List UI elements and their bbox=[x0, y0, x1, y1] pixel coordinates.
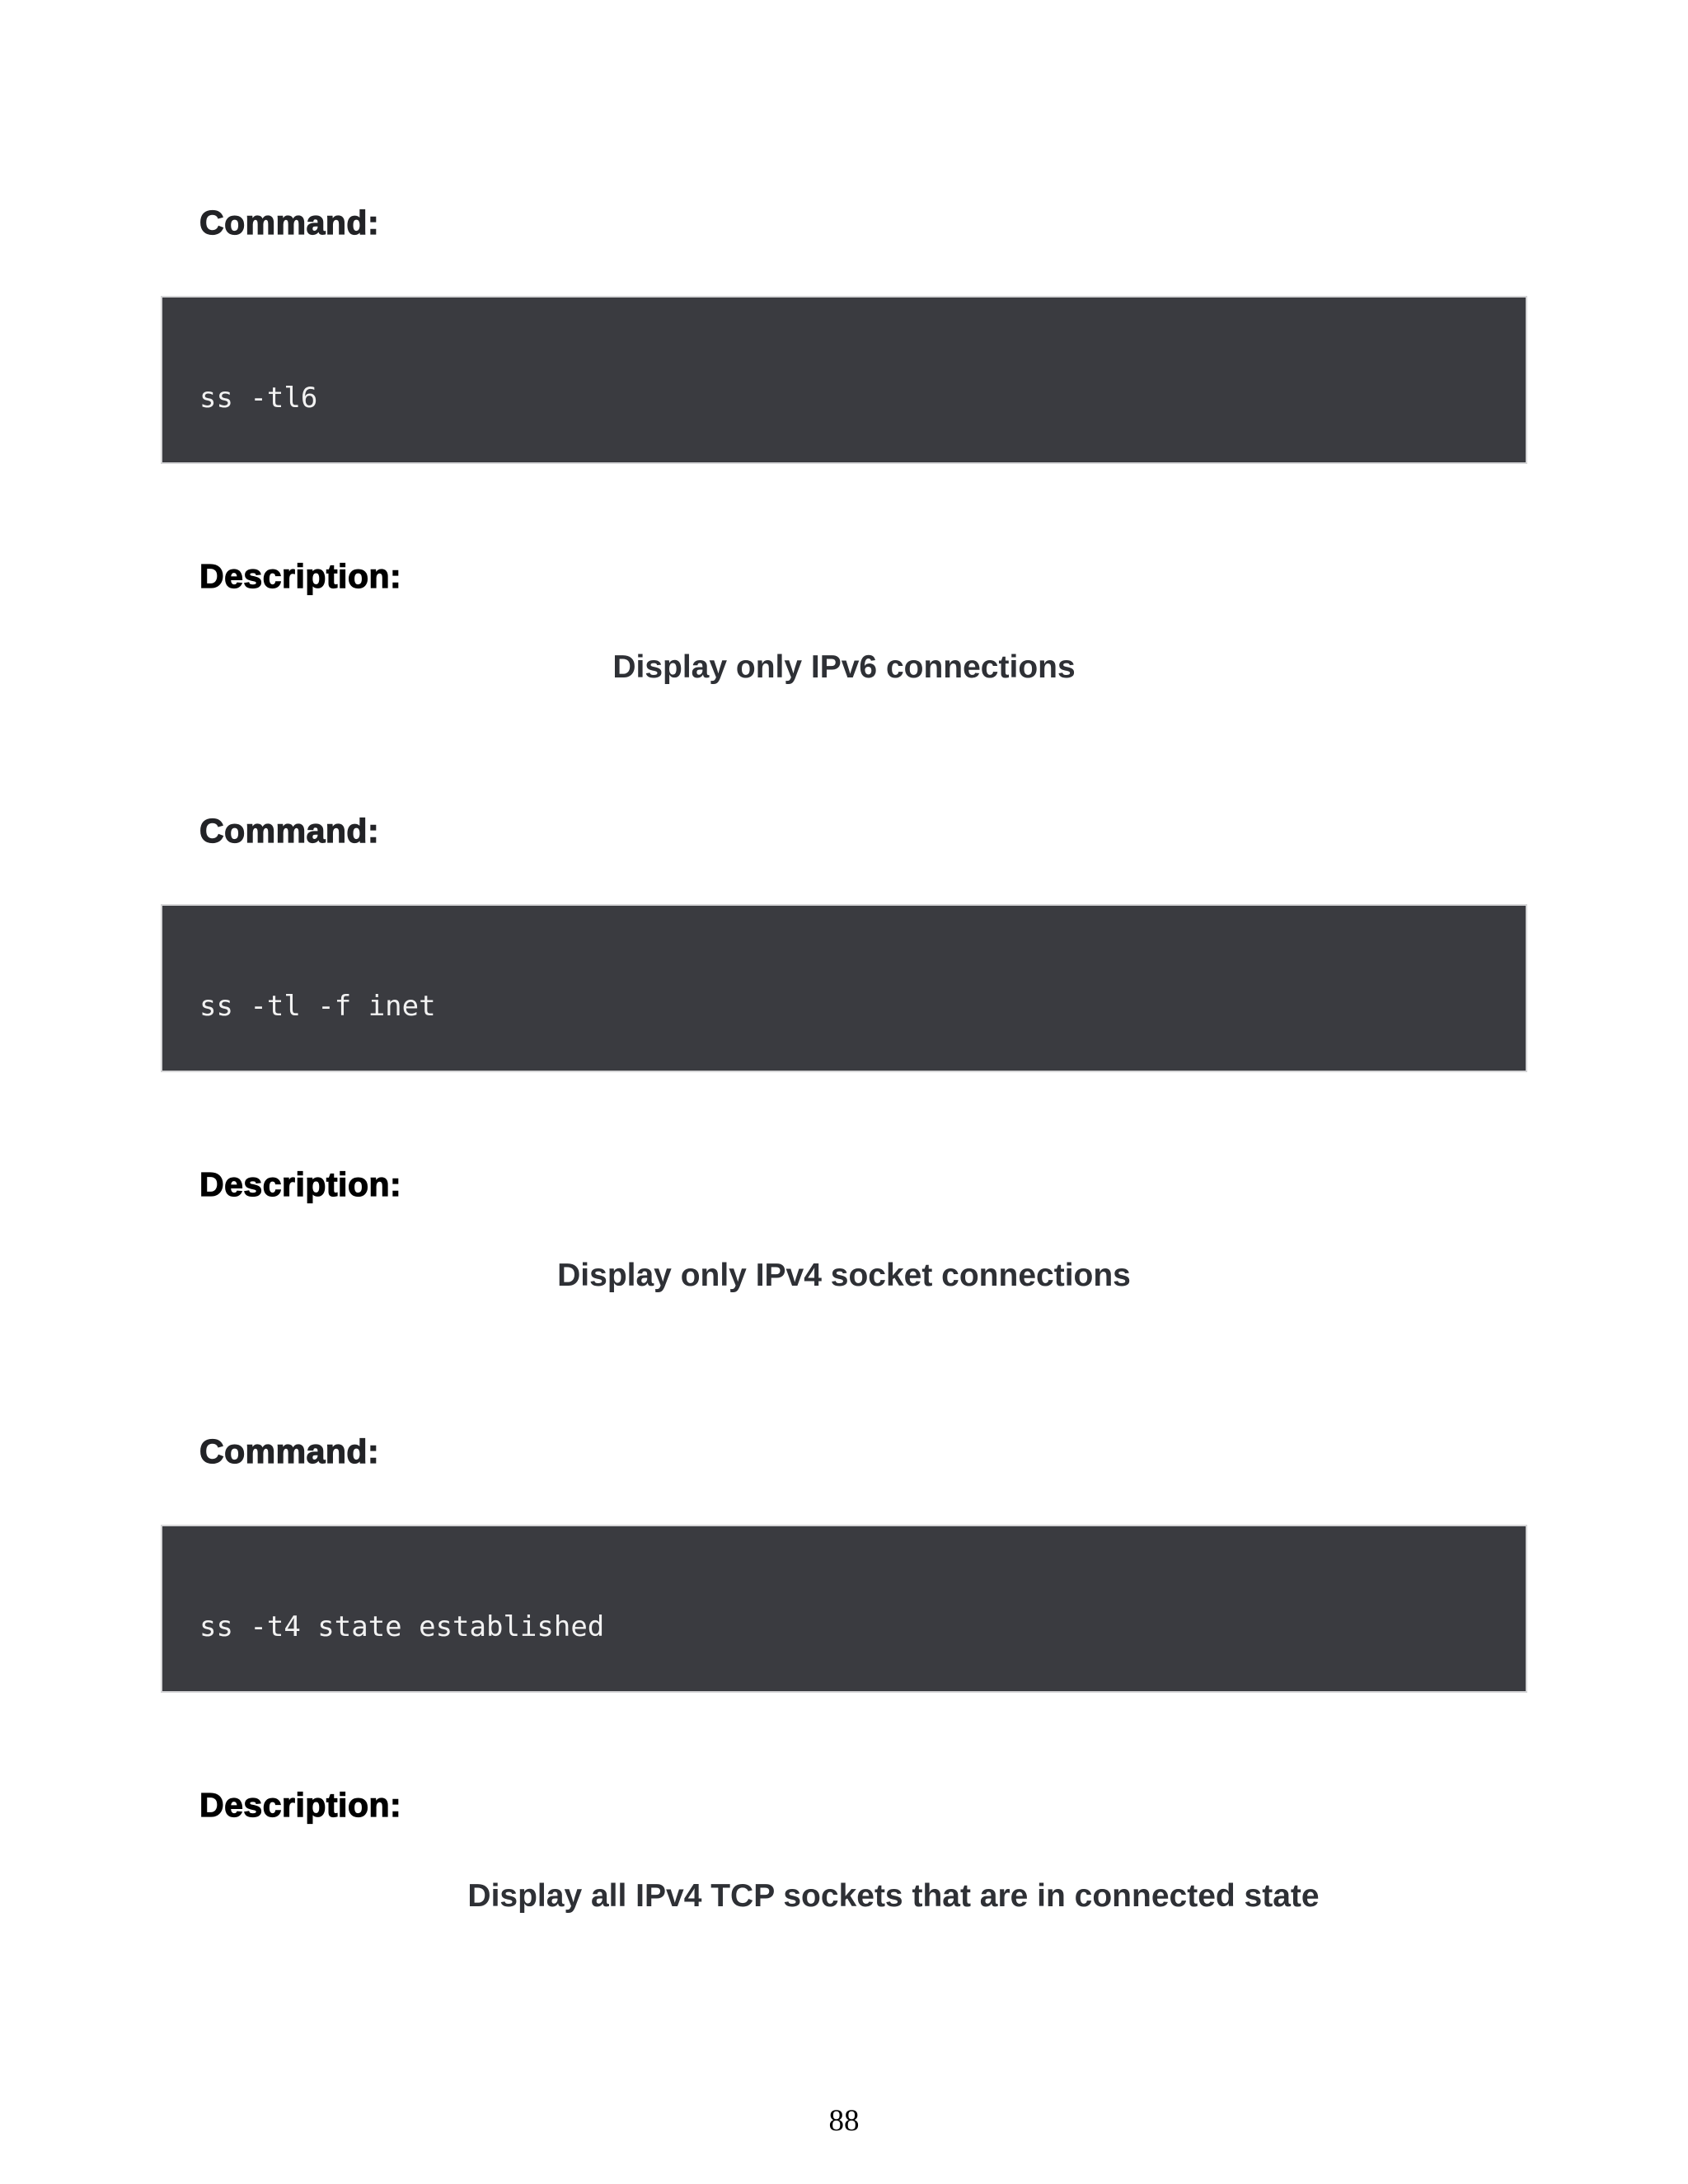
description-text: Display only IPv4 socket connections bbox=[557, 1258, 1131, 1293]
command-label: Command: bbox=[199, 812, 380, 850]
description-text: Display only IPv6 connections bbox=[612, 649, 1076, 685]
description-label: Description: bbox=[199, 1165, 402, 1203]
command-label: Command: bbox=[199, 204, 380, 241]
page-number: 88 bbox=[828, 2104, 860, 2138]
command-text: ss -tl6 bbox=[199, 382, 318, 415]
description-label: Description: bbox=[199, 557, 402, 595]
code-block bbox=[161, 296, 1527, 464]
command-text: ss -tl -f inet bbox=[199, 990, 436, 1023]
code-block bbox=[161, 904, 1527, 1072]
description-label: Description: bbox=[199, 1786, 402, 1824]
description-text: Display all IPv4 TCP sockets that are in connected state bbox=[467, 1878, 1320, 1914]
command-label: Command: bbox=[199, 1432, 380, 1470]
code-block bbox=[161, 1525, 1527, 1693]
command-text: ss -t4 state established bbox=[199, 1610, 605, 1643]
